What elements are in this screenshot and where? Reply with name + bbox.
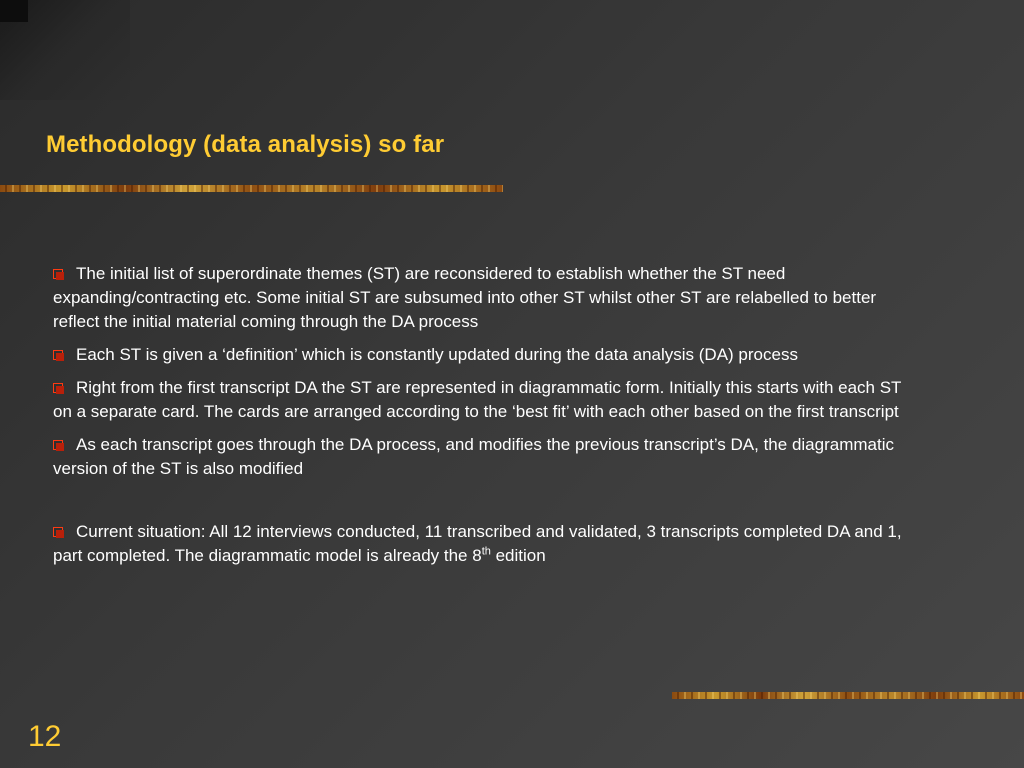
square-bullet-icon	[53, 527, 63, 537]
slide-content	[53, 262, 903, 577]
bullet-item-current-situation	[53, 520, 903, 568]
bullet-item	[53, 262, 903, 334]
bullet-text: The initial list of superordinate themes (ST) are reconsidered to establish whether the ST need expanding/contracting etc. Some initial ST are subsumed into other ST whilst other ST are relabelled to better reflect the initial material coming through the DA process	[53, 264, 877, 331]
square-bullet-icon	[53, 269, 63, 279]
ordinal-superscript: th	[481, 545, 491, 558]
bullet-item	[53, 433, 903, 481]
decorative-band-bottom	[672, 692, 1024, 699]
corner-block	[0, 0, 28, 22]
bullet-item	[53, 343, 903, 367]
slide-title: Methodology (data analysis) so far	[46, 131, 445, 158]
decorative-band-top	[0, 185, 503, 192]
bullet-text: Each ST is given a ‘definition’ which is constantly updated during the data analysis (DA) process	[76, 345, 798, 364]
slide-number: 12	[28, 720, 62, 753]
square-bullet-icon	[53, 383, 63, 393]
bullet-text: Current situation: All 12 interviews conducted, 11 transcribed and validated, 3 transcripts completed DA and 1, part completed. The diagrammatic model is already the 8	[53, 522, 902, 565]
bullet-text-suffix: edition	[490, 546, 546, 565]
bullet-text: As each transcript goes through the DA process, and modifies the previous transcript’s DA, the diagrammatic version of the ST is also modified	[53, 435, 894, 478]
bullet-text: Right from the first transcript DA the ST are represented in diagrammatic form. Initially this starts with each ST on a separate card. The cards are arranged according to the ‘best fit’ with each other based on the first transcript	[53, 378, 902, 421]
bullet-item	[53, 376, 903, 424]
square-bullet-icon	[53, 440, 63, 450]
square-bullet-icon	[53, 350, 63, 360]
